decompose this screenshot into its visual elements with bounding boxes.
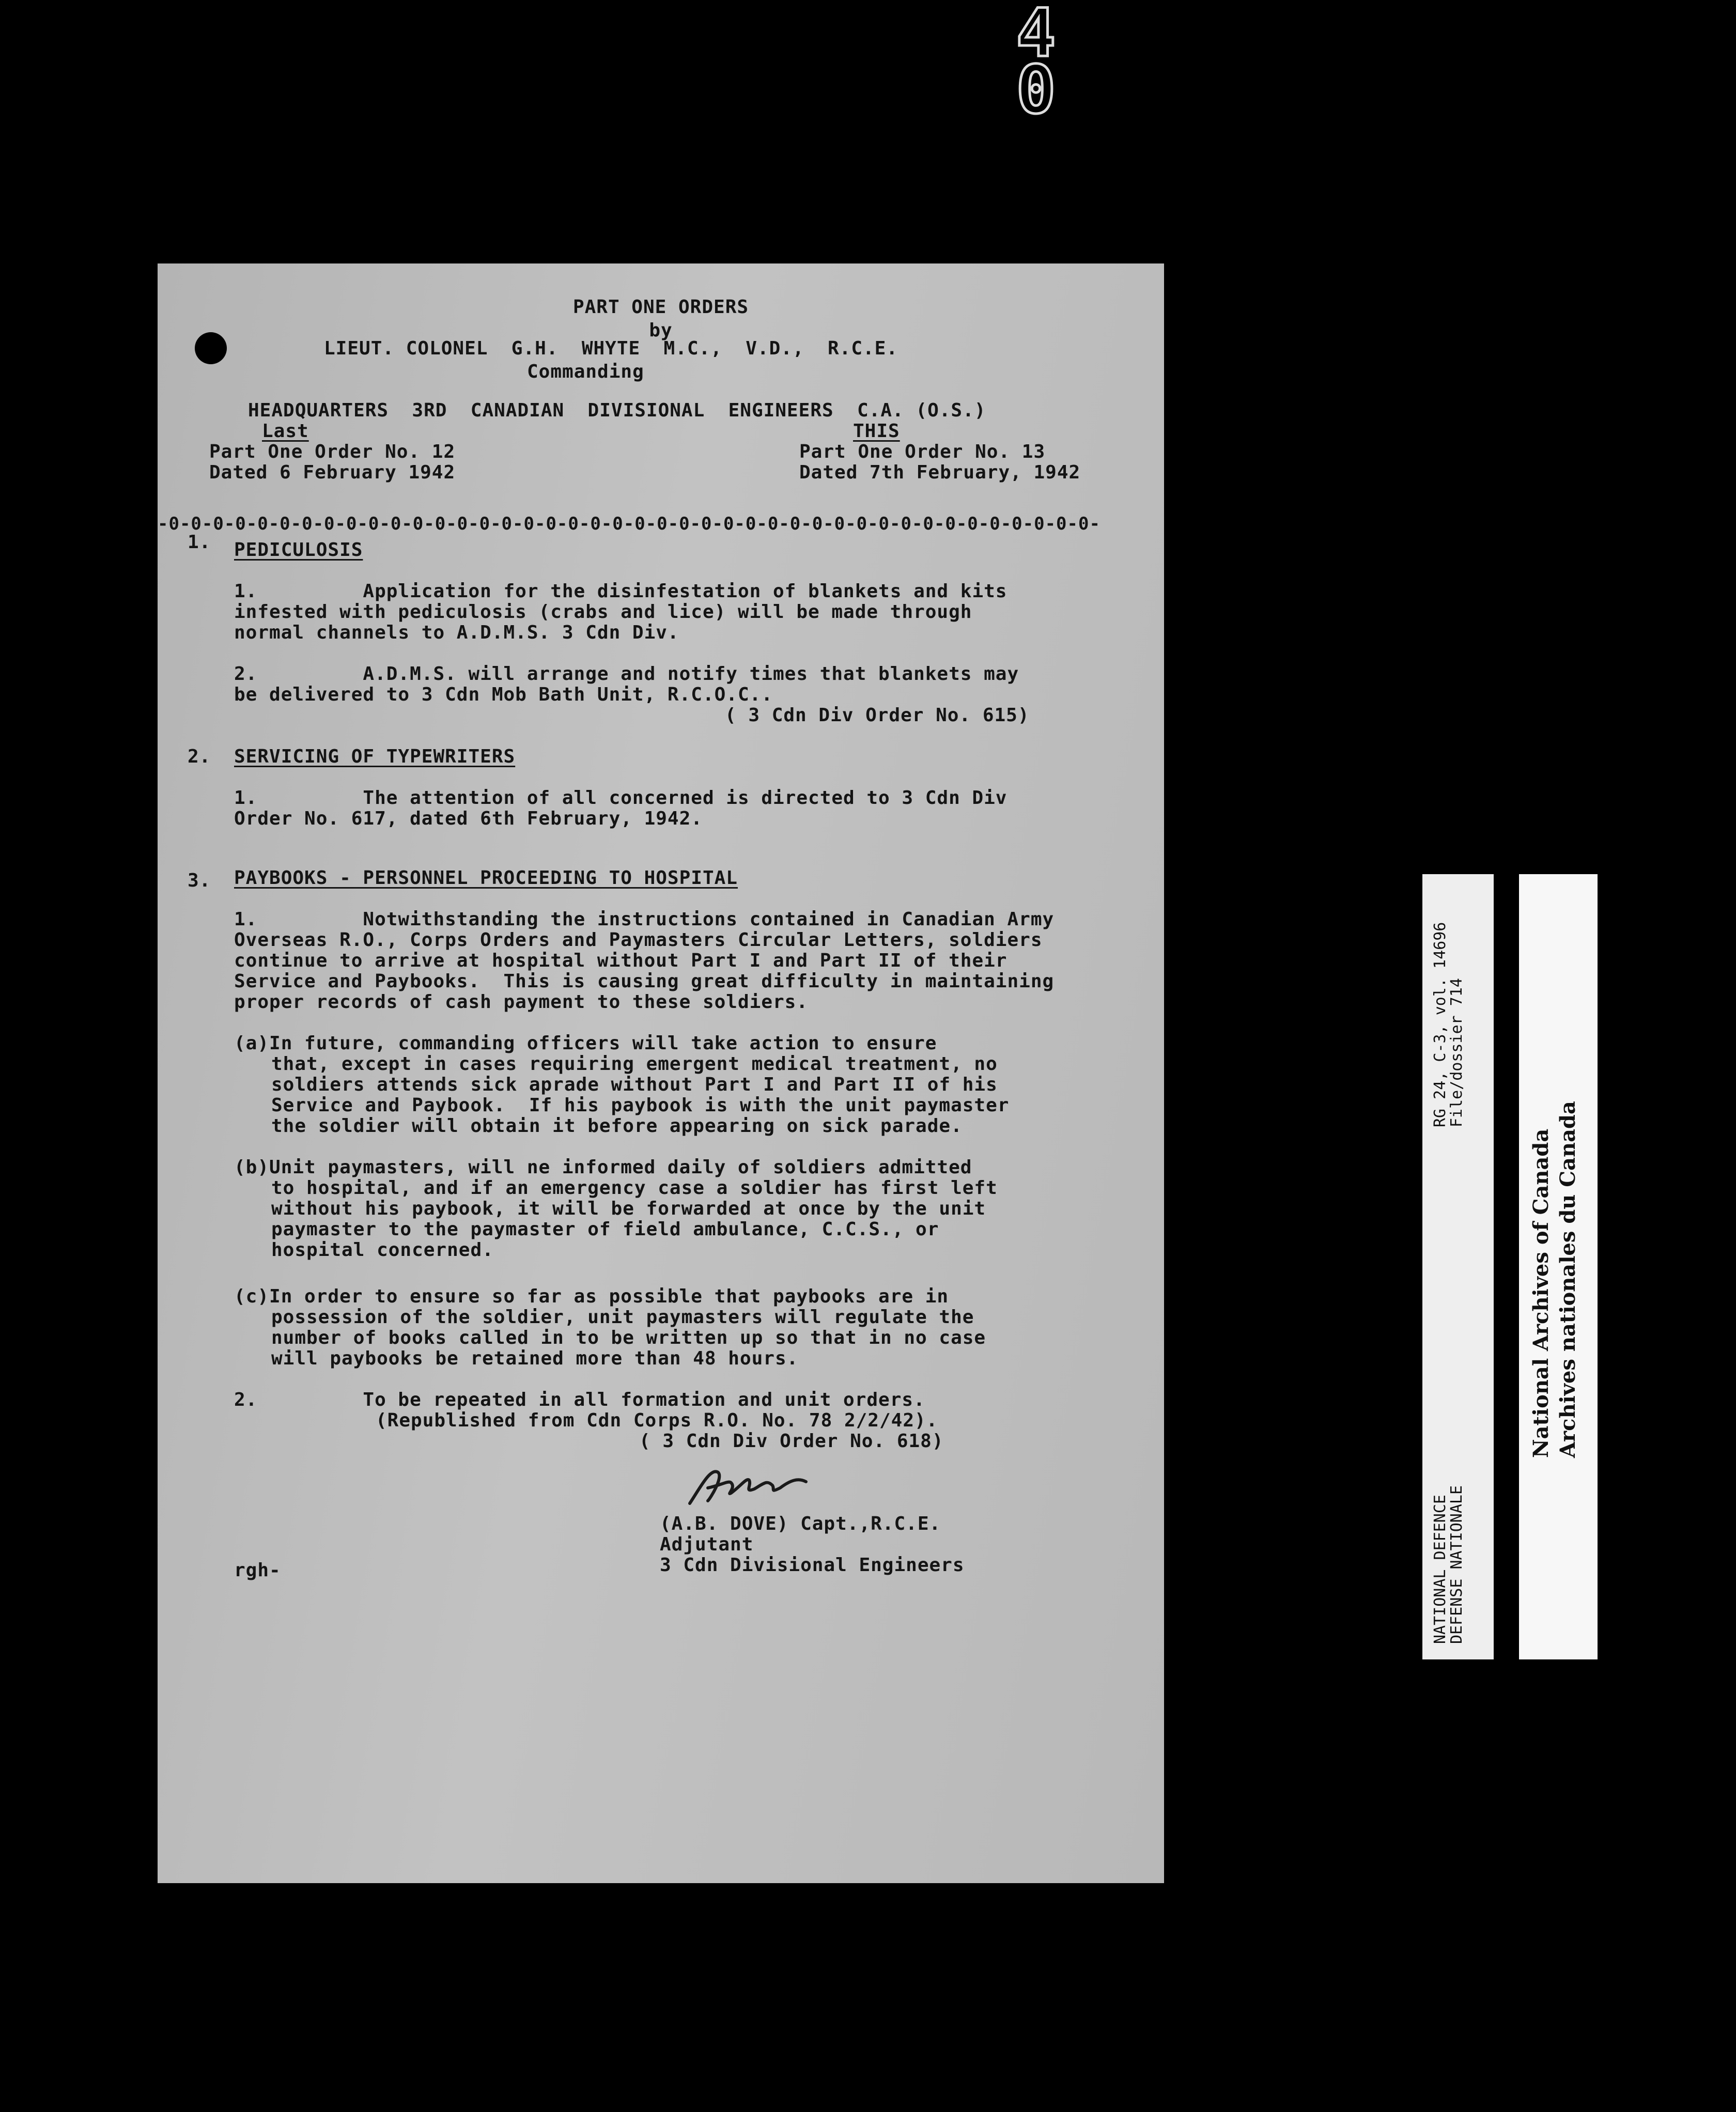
this-label: THIS (853, 421, 900, 442)
body-line: the soldier will obtain it before appearing on sick parade. (271, 1115, 963, 1137)
body-line: ( 3 Cdn Div Order No. 615) (725, 705, 1030, 726)
document-page (158, 263, 1164, 1883)
file-reference: File/dossier 714 (1448, 978, 1466, 1127)
body-line: 2. To be repeated in all formation and unit orders. (234, 1389, 925, 1410)
typist-initials: rgh- (234, 1560, 281, 1581)
department-french: DEFENSE NATIONALE (1448, 1485, 1466, 1644)
unit-heading: HEADQUARTERS 3RD CANADIAN DIVISIONAL ENGINEERS C.A. (O.S.) (248, 400, 986, 421)
heading-line-2: by (649, 320, 673, 341)
last-order-date: Dated 6 February 1942 (209, 462, 456, 483)
body-line: (c)In order to ensure so far as possible that paybooks are in (234, 1286, 949, 1307)
signatory-name: (A.B. DOVE) Capt.,R.C.E. (660, 1513, 941, 1534)
body-line: Service and Paybooks. This is causing great difficulty in maintaining (234, 971, 1055, 992)
heading-commander: LIEUT. COLONEL G.H. WHYTE M.C., V.D., R.C.E. (324, 338, 898, 359)
body-line: Service and Paybook. If his paybook is with the unit paymaster (271, 1095, 1010, 1116)
heading-commanding: Commanding (527, 361, 644, 382)
last-order-number: Part One Order No. 12 (209, 441, 456, 462)
section-divider: -0-0-0-0-0-0-0-0-0-0-0-0-0-0-0-0-0-0-0-0-0-0-0-0-0-0-0-0-0-0-0-0-0-0-0-0-0-0-0-0-0-0- (158, 514, 1100, 534)
body-line: normal channels to A.D.M.S. 3 Cdn Div. (234, 622, 679, 643)
signatory-unit: 3 Cdn Divisional Engineers (660, 1555, 965, 1576)
body-line: (Republished from Cdn Corps R.O. No. 78 2/2/42). (376, 1410, 938, 1431)
body-line: hospital concerned. (271, 1239, 494, 1261)
body-line: possession of the soldier, unit paymasters will regulate the (271, 1307, 974, 1328)
record-group-reference: RG 24, C-3, vol. 14696 (1431, 922, 1449, 1127)
archive-reference-strip (1422, 874, 1494, 1659)
section-title: PEDICULOSIS (234, 539, 363, 561)
section-title: PAYBOOKS - PERSONNEL PROCEEDING TO HOSPITAL (234, 867, 738, 889)
body-line: (b)Unit paymasters, will ne informed daily of soldiers admitted (234, 1157, 972, 1178)
body-line: 1. The attention of all concerned is directed to 3 Cdn Div (234, 787, 1008, 809)
body-line: that, except in cases requiring emergent medical treatment, no (271, 1053, 998, 1075)
body-line: soldiers attends sick aprade without Part I and Part II of his (271, 1074, 998, 1095)
this-order-date: Dated 7th February, 1942 (799, 462, 1081, 483)
last-label: Last (262, 421, 309, 442)
body-line: 1. Notwithstanding the instructions contained in Canadian Army (234, 909, 1055, 930)
heading-line-1: PART ONE ORDERS (572, 297, 749, 318)
body-line: be delivered to 3 Cdn Mob Bath Unit, R.C.O.C.. (234, 684, 773, 705)
department-english: NATIONAL DEFENCE (1431, 1495, 1449, 1644)
archive-name-english: National Archives of Canada (1529, 1128, 1553, 1458)
body-line: number of books called in to be written up so that in no case (271, 1327, 986, 1348)
body-line: infested with pediculosis (crabs and lice) will be made through (234, 601, 972, 623)
this-order-number: Part One Order No. 13 (799, 441, 1046, 462)
body-line: proper records of cash payment to these soldiers. (234, 991, 809, 1013)
section-title: SERVICING OF TYPEWRITERS (234, 746, 516, 767)
body-line: Overseas R.O., Corps Orders and Paymasters Circular Letters, soldiers (234, 929, 1043, 951)
body-line: paymaster to the paymaster of field ambulance, C.C.S., or (271, 1219, 939, 1240)
body-line: (a)In future, commanding officers will take action to ensure (234, 1033, 937, 1054)
body-line: Order No. 617, dated 6th February, 1942. (234, 808, 703, 829)
body-line: 2. A.D.M.S. will arrange and notify times that blankets may (234, 663, 1019, 685)
section-number: 2. (188, 746, 211, 767)
body-line: without his paybook, it will be forwarded at once by the unit (271, 1198, 986, 1219)
body-line: ( 3 Cdn Div Order No. 618) (639, 1431, 944, 1452)
archive-name-strip (1519, 874, 1598, 1659)
body-line: continue to arrive at hospital without Part I and Part II of their (234, 950, 1008, 971)
handwritten-signature (679, 1457, 814, 1514)
body-line: 1. Application for the disinfestation of blankets and kits (234, 581, 1008, 602)
section-number: 3. (188, 870, 211, 891)
microfilm-frame-number: 4 0 (1016, 0, 1077, 129)
signatory-title: Adjutant (660, 1534, 754, 1555)
body-line: to hospital, and if an emergency case a soldier has first left (271, 1177, 998, 1199)
body-line: will paybooks be retained more than 48 hours. (271, 1348, 799, 1369)
section-number: 1. (188, 532, 211, 553)
archive-name-french: Archives nationales du Canada (1556, 1101, 1580, 1458)
